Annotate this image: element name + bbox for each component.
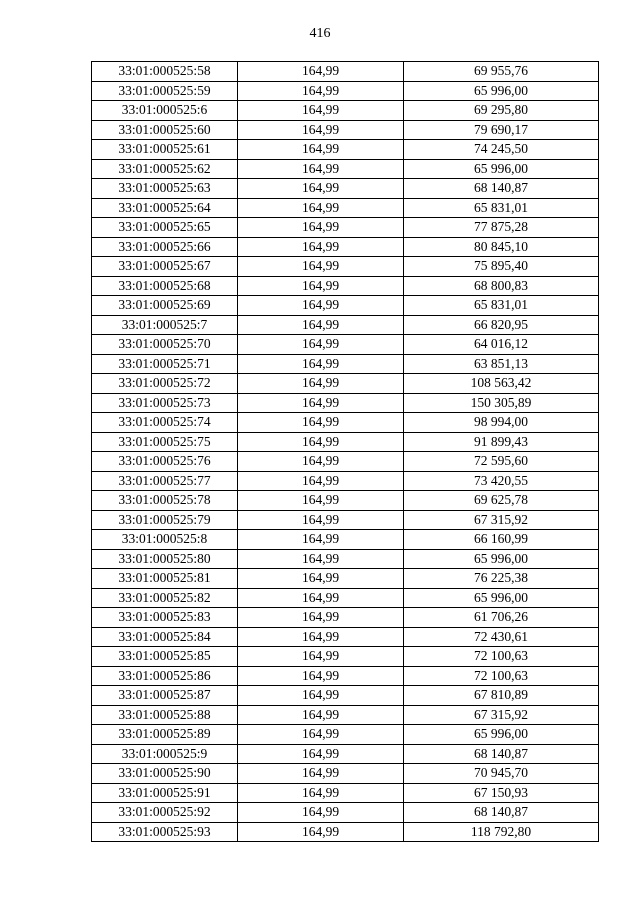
- cadastral-number-cell: 33:01:000525:80: [92, 549, 238, 569]
- value-cell: 65 996,00: [404, 725, 599, 745]
- cadastral-number-cell: 33:01:000525:73: [92, 393, 238, 413]
- value-cell: 68 800,83: [404, 276, 599, 296]
- area-cell: 164,99: [238, 803, 404, 823]
- cadastral-number-cell: 33:01:000525:70: [92, 335, 238, 355]
- value-cell: 150 305,89: [404, 393, 599, 413]
- table-row: [92, 159, 599, 179]
- area-cell: 164,99: [238, 335, 404, 355]
- value-cell: 65 996,00: [404, 159, 599, 179]
- value-cell: 69 625,78: [404, 491, 599, 511]
- table-row: [92, 335, 599, 355]
- table-row: [92, 510, 599, 530]
- area-cell: 164,99: [238, 569, 404, 589]
- cadastral-number-cell: 33:01:000525:9: [92, 744, 238, 764]
- area-cell: 164,99: [238, 549, 404, 569]
- area-cell: 164,99: [238, 588, 404, 608]
- cadastral-number-cell: 33:01:000525:83: [92, 608, 238, 628]
- table-row: [92, 296, 599, 316]
- cadastral-number-cell: 33:01:000525:69: [92, 296, 238, 316]
- table-row: [92, 725, 599, 745]
- value-cell: 108 563,42: [404, 374, 599, 394]
- value-cell: 72 100,63: [404, 666, 599, 686]
- cadastral-number-cell: 33:01:000525:90: [92, 764, 238, 784]
- value-cell: 80 845,10: [404, 237, 599, 257]
- cadastral-number-cell: 33:01:000525:86: [92, 666, 238, 686]
- table-row: [92, 393, 599, 413]
- area-cell: 164,99: [238, 179, 404, 199]
- table-row: [92, 140, 599, 160]
- value-cell: 76 225,38: [404, 569, 599, 589]
- cadastral-number-cell: 33:01:000525:8: [92, 530, 238, 550]
- cadastral-number-cell: 33:01:000525:71: [92, 354, 238, 374]
- value-cell: 65 831,01: [404, 198, 599, 218]
- area-cell: 164,99: [238, 140, 404, 160]
- table-row: [92, 705, 599, 725]
- table-row: [92, 179, 599, 199]
- value-cell: 68 140,87: [404, 179, 599, 199]
- value-cell: 64 016,12: [404, 335, 599, 355]
- value-cell: 67 315,92: [404, 705, 599, 725]
- cadastral-number-cell: 33:01:000525:87: [92, 686, 238, 706]
- cadastral-number-cell: 33:01:000525:63: [92, 179, 238, 199]
- cadastral-number-cell: 33:01:000525:64: [92, 198, 238, 218]
- area-cell: 164,99: [238, 218, 404, 238]
- table-row: [92, 413, 599, 433]
- value-cell: 65 831,01: [404, 296, 599, 316]
- page-number: 416: [309, 26, 331, 41]
- area-cell: 164,99: [238, 296, 404, 316]
- area-cell: 164,99: [238, 783, 404, 803]
- cadastral-number-cell: 33:01:000525:61: [92, 140, 238, 160]
- area-cell: 164,99: [238, 198, 404, 218]
- area-cell: 164,99: [238, 315, 404, 335]
- table-row: [92, 764, 599, 784]
- value-cell: 65 996,00: [404, 549, 599, 569]
- table-row: [92, 276, 599, 296]
- value-cell: 69 295,80: [404, 101, 599, 121]
- table-row: [92, 744, 599, 764]
- value-cell: 63 851,13: [404, 354, 599, 374]
- value-cell: 91 899,43: [404, 432, 599, 452]
- value-cell: 61 706,26: [404, 608, 599, 628]
- area-cell: 164,99: [238, 62, 404, 82]
- value-cell: 67 315,92: [404, 510, 599, 530]
- value-cell: 73 420,55: [404, 471, 599, 491]
- value-cell: 65 996,00: [404, 588, 599, 608]
- table-row: [92, 783, 599, 803]
- area-cell: 164,99: [238, 510, 404, 530]
- area-cell: 164,99: [238, 159, 404, 179]
- table-row: [92, 452, 599, 472]
- table-row: [92, 257, 599, 277]
- area-cell: 164,99: [238, 354, 404, 374]
- area-cell: 164,99: [238, 374, 404, 394]
- table-row: [92, 374, 599, 394]
- table-row: [92, 647, 599, 667]
- table-row: [92, 686, 599, 706]
- value-cell: 77 875,28: [404, 218, 599, 238]
- value-cell: 66 820,95: [404, 315, 599, 335]
- value-cell: 98 994,00: [404, 413, 599, 433]
- value-cell: 67 810,89: [404, 686, 599, 706]
- table-row: [92, 81, 599, 101]
- area-cell: 164,99: [238, 471, 404, 491]
- table-row: [92, 627, 599, 647]
- cadastral-number-cell: 33:01:000525:65: [92, 218, 238, 238]
- table-body: [92, 62, 599, 842]
- table-row: [92, 803, 599, 823]
- value-cell: 118 792,80: [404, 822, 599, 842]
- cadastral-number-cell: 33:01:000525:89: [92, 725, 238, 745]
- cadastral-number-cell: 33:01:000525:92: [92, 803, 238, 823]
- value-cell: 72 430,61: [404, 627, 599, 647]
- cadastral-number-cell: 33:01:000525:79: [92, 510, 238, 530]
- cadastral-number-cell: 33:01:000525:75: [92, 432, 238, 452]
- cadastral-number-cell: 33:01:000525:93: [92, 822, 238, 842]
- table-row: [92, 101, 599, 121]
- value-cell: 67 150,93: [404, 783, 599, 803]
- table-row: [92, 569, 599, 589]
- value-cell: 68 140,87: [404, 744, 599, 764]
- value-cell: 72 100,63: [404, 647, 599, 667]
- table-row: [92, 608, 599, 628]
- cadastral-number-cell: 33:01:000525:72: [92, 374, 238, 394]
- table-row: [92, 62, 599, 82]
- cadastral-number-cell: 33:01:000525:91: [92, 783, 238, 803]
- table-row: [92, 530, 599, 550]
- area-cell: 164,99: [238, 120, 404, 140]
- cadastral-number-cell: 33:01:000525:58: [92, 62, 238, 82]
- area-cell: 164,99: [238, 530, 404, 550]
- cadastral-number-cell: 33:01:000525:62: [92, 159, 238, 179]
- cadastral-number-cell: 33:01:000525:66: [92, 237, 238, 257]
- value-cell: 72 595,60: [404, 452, 599, 472]
- area-cell: 164,99: [238, 276, 404, 296]
- table-row: [92, 120, 599, 140]
- table-row: [92, 237, 599, 257]
- area-cell: 164,99: [238, 666, 404, 686]
- table-row: [92, 666, 599, 686]
- area-cell: 164,99: [238, 608, 404, 628]
- value-cell: 65 996,00: [404, 81, 599, 101]
- value-cell: 70 945,70: [404, 764, 599, 784]
- cadastral-number-cell: 33:01:000525:78: [92, 491, 238, 511]
- cadastral-number-cell: 33:01:000525:59: [92, 81, 238, 101]
- cadastral-number-cell: 33:01:000525:7: [92, 315, 238, 335]
- value-cell: 69 955,76: [404, 62, 599, 82]
- table-row: [92, 432, 599, 452]
- table-row: [92, 588, 599, 608]
- area-cell: 164,99: [238, 725, 404, 745]
- table-row: [92, 315, 599, 335]
- value-cell: 66 160,99: [404, 530, 599, 550]
- table-row: [92, 549, 599, 569]
- cadastral-number-cell: 33:01:000525:77: [92, 471, 238, 491]
- table-row: [92, 354, 599, 374]
- area-cell: 164,99: [238, 491, 404, 511]
- area-cell: 164,99: [238, 452, 404, 472]
- cadastral-number-cell: 33:01:000525:85: [92, 647, 238, 667]
- value-cell: 68 140,87: [404, 803, 599, 823]
- value-cell: 75 895,40: [404, 257, 599, 277]
- table-row: [92, 198, 599, 218]
- cadastral-number-cell: 33:01:000525:76: [92, 452, 238, 472]
- area-cell: 164,99: [238, 393, 404, 413]
- cadastral-number-cell: 33:01:000525:88: [92, 705, 238, 725]
- value-cell: 79 690,17: [404, 120, 599, 140]
- cadastral-table: [91, 61, 599, 842]
- area-cell: 164,99: [238, 81, 404, 101]
- cadastral-number-cell: 33:01:000525:6: [92, 101, 238, 121]
- area-cell: 164,99: [238, 744, 404, 764]
- cadastral-number-cell: 33:01:000525:81: [92, 569, 238, 589]
- table-row: [92, 218, 599, 238]
- area-cell: 164,99: [238, 101, 404, 121]
- cadastral-number-cell: 33:01:000525:60: [92, 120, 238, 140]
- area-cell: 164,99: [238, 627, 404, 647]
- area-cell: 164,99: [238, 413, 404, 433]
- cadastral-number-cell: 33:01:000525:84: [92, 627, 238, 647]
- table-row: [92, 491, 599, 511]
- area-cell: 164,99: [238, 705, 404, 725]
- table-row: [92, 822, 599, 842]
- area-cell: 164,99: [238, 257, 404, 277]
- cadastral-number-cell: 33:01:000525:67: [92, 257, 238, 277]
- cadastral-number-cell: 33:01:000525:74: [92, 413, 238, 433]
- area-cell: 164,99: [238, 764, 404, 784]
- cadastral-number-cell: 33:01:000525:68: [92, 276, 238, 296]
- area-cell: 164,99: [238, 686, 404, 706]
- value-cell: 74 245,50: [404, 140, 599, 160]
- cadastral-number-cell: 33:01:000525:82: [92, 588, 238, 608]
- area-cell: 164,99: [238, 647, 404, 667]
- table-row: [92, 471, 599, 491]
- area-cell: 164,99: [238, 432, 404, 452]
- area-cell: 164,99: [238, 237, 404, 257]
- area-cell: 164,99: [238, 822, 404, 842]
